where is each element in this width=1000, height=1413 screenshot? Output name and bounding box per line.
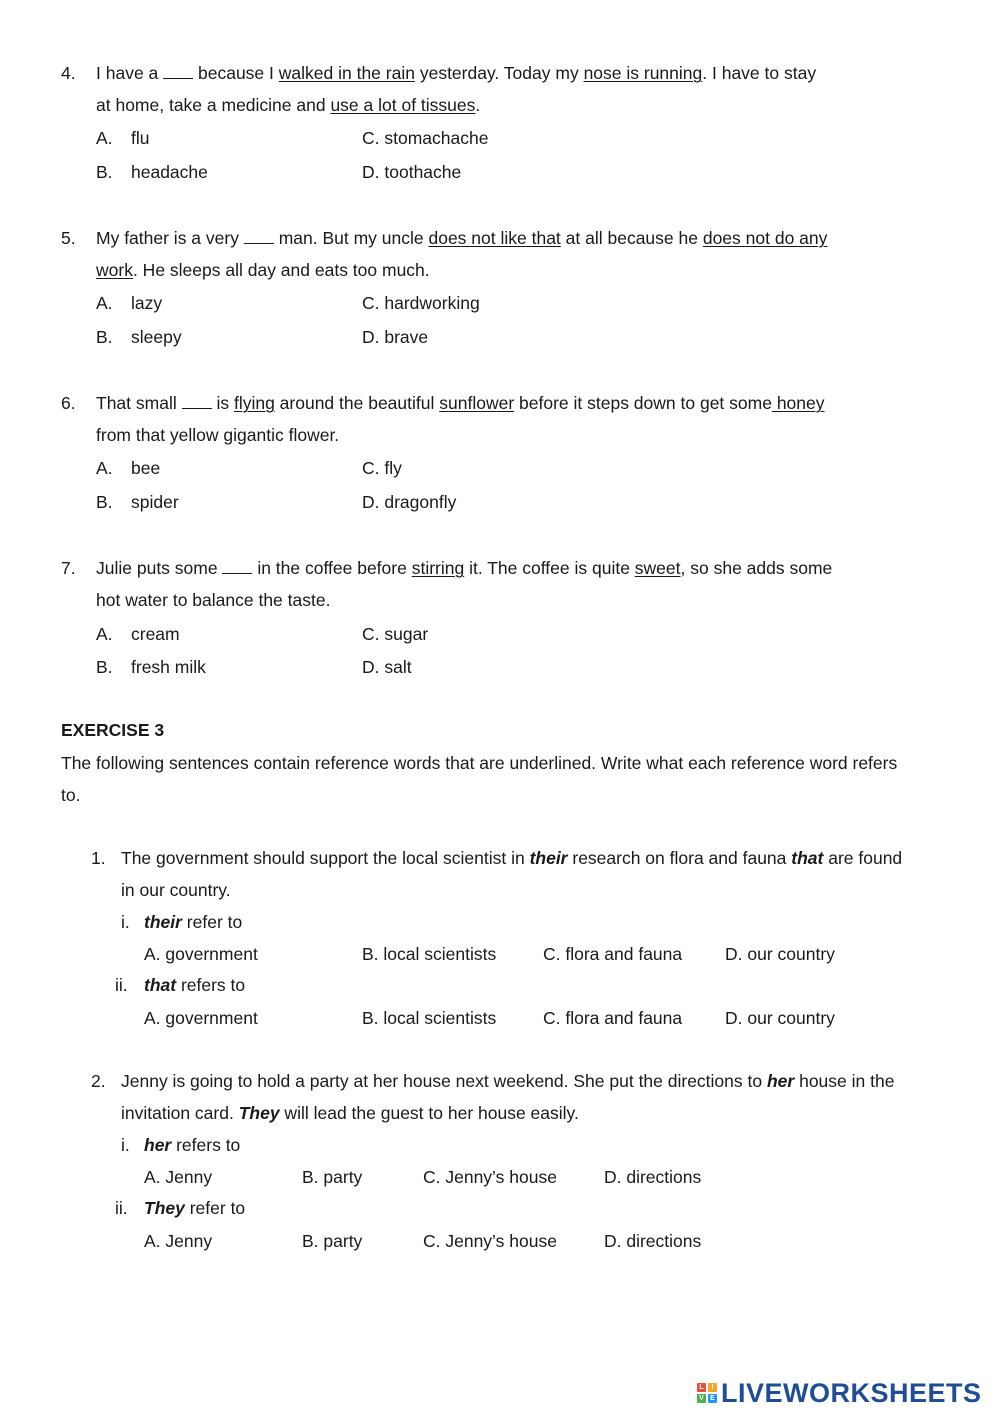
ex3-s2-i-prompt: her refers to bbox=[144, 1135, 241, 1155]
q6-number: 6. bbox=[61, 393, 76, 413]
ex3-s2-i-option-b[interactable]: B. party bbox=[302, 1167, 363, 1187]
q5-option-a[interactable]: A. lazy bbox=[96, 293, 163, 313]
ex3-s1-i-option-d[interactable]: D. our country bbox=[725, 944, 835, 964]
ex3-s1-number: 1. bbox=[91, 848, 106, 868]
q5-option-c[interactable]: C. hardworking bbox=[362, 293, 480, 313]
ex3-s1-line1: The government should support the local scientist in their research on flora and fauna that are found bbox=[121, 848, 903, 868]
q4-line2: at home, take a medicine and use a lot of tissues. bbox=[96, 95, 481, 115]
ex3-s2-line2: invitation card. They will lead the guest to her house easily. bbox=[121, 1103, 579, 1123]
q4-option-a[interactable]: A. flu bbox=[96, 128, 150, 148]
ex3-s1-ii-number: ii. bbox=[115, 975, 128, 995]
q7-number: 7. bbox=[61, 558, 76, 578]
ex3-s2-i-option-c[interactable]: C. Jenny’s house bbox=[423, 1167, 557, 1187]
ex3-s1-i-prompt: their refer to bbox=[144, 912, 243, 932]
ex3-s1-ii-prompt: that refers to bbox=[144, 975, 246, 995]
q7-option-c[interactable]: C. sugar bbox=[362, 624, 429, 644]
ex3-s2-number: 2. bbox=[91, 1071, 106, 1091]
logo-blocks-icon bbox=[697, 1383, 717, 1403]
q5-option-d[interactable]: D. brave bbox=[362, 327, 429, 347]
q7-option-b[interactable]: B. fresh milk bbox=[96, 657, 206, 677]
ex3-s1-i-option-c[interactable]: C. flora and fauna bbox=[543, 944, 683, 964]
q7-option-d[interactable]: D. salt bbox=[362, 657, 412, 677]
q6-option-c[interactable]: C. fly bbox=[362, 458, 402, 478]
liveworksheets-logo[interactable] bbox=[697, 1378, 982, 1408]
logo-block-2: I bbox=[708, 1383, 717, 1392]
q7-blank[interactable] bbox=[222, 561, 252, 574]
q5-blank[interactable] bbox=[244, 231, 274, 244]
q5-number: 5. bbox=[61, 228, 76, 248]
q4-blank[interactable] bbox=[163, 66, 193, 79]
ex3-s1-ii-option-a[interactable]: A. government bbox=[144, 1008, 258, 1028]
logo-block-4: E bbox=[708, 1394, 717, 1403]
q6-option-b[interactable]: B. spider bbox=[96, 492, 179, 512]
exercise3-title: EXERCISE 3 bbox=[61, 720, 165, 740]
ex3-s1-i-number: i. bbox=[121, 912, 130, 932]
ex3-s1-ii-option-b[interactable]: B. local scientists bbox=[362, 1008, 497, 1028]
q4-line1: I have a because I walked in the rain yesterday. Today my nose is running. I have to stay bbox=[96, 63, 817, 83]
logo-block-3: V bbox=[697, 1394, 706, 1403]
ex3-s2-i-option-d[interactable]: D. directions bbox=[604, 1167, 702, 1187]
ex3-s1-i-option-a[interactable]: A. government bbox=[144, 944, 258, 964]
ex3-s2-ii-number: ii. bbox=[115, 1198, 128, 1218]
q4-number: 4. bbox=[61, 63, 76, 83]
q6-line1: That small is flying around the beautiful sunflower before it steps down to get some honey bbox=[96, 393, 825, 413]
ex3-s2-line1: Jenny is going to hold a party at her house next weekend. She put the directions to her house in the bbox=[121, 1071, 895, 1091]
q4-option-b[interactable]: B. headache bbox=[96, 162, 208, 182]
q5-option-b[interactable]: B. sleepy bbox=[96, 327, 182, 347]
ex3-s2-ii-option-c[interactable]: C. Jenny’s house bbox=[423, 1231, 557, 1251]
exercise3-instruction-line1: The following sentences contain reference words that are underlined. Write what each reference word refers bbox=[61, 753, 898, 773]
q7-line2: hot water to balance the taste. bbox=[96, 590, 331, 610]
ex3-s1-ii-option-d[interactable]: D. our country bbox=[725, 1008, 835, 1028]
logo-text: LIVEWORKSHEETS bbox=[721, 1377, 982, 1408]
ex3-s2-ii-option-a[interactable]: A. Jenny bbox=[144, 1231, 213, 1251]
ex3-s1-i-option-b[interactable]: B. local scientists bbox=[362, 944, 497, 964]
q6-option-d[interactable]: D. dragonfly bbox=[362, 492, 457, 512]
logo-block-1: L bbox=[697, 1383, 706, 1392]
q6-blank[interactable] bbox=[182, 396, 212, 409]
exercise3-instruction-line2: to. bbox=[61, 785, 81, 805]
ex3-s2-ii-option-b[interactable]: B. party bbox=[302, 1231, 363, 1251]
q6-line2: from that yellow gigantic flower. bbox=[96, 425, 340, 445]
q7-line1: Julie puts some in the coffee before stirring it. The coffee is quite sweet, so she adds some bbox=[96, 558, 833, 578]
q6-option-a[interactable]: A. bee bbox=[96, 458, 161, 478]
ex3-s1-ii-option-c[interactable]: C. flora and fauna bbox=[543, 1008, 683, 1028]
ex3-s2-i-number: i. bbox=[121, 1135, 130, 1155]
q7-option-a[interactable]: A. cream bbox=[96, 624, 180, 644]
q4-option-c[interactable]: C. stomachache bbox=[362, 128, 489, 148]
q4-option-d[interactable]: D. toothache bbox=[362, 162, 462, 182]
ex3-s2-ii-prompt: They refer to bbox=[144, 1198, 246, 1218]
q5-line1: My father is a very man. But my uncle does not like that at all because he does not do any bbox=[96, 228, 828, 248]
q5-line2: work. He sleeps all day and eats too much. bbox=[96, 260, 430, 280]
ex3-s2-i-option-a[interactable]: A. Jenny bbox=[144, 1167, 213, 1187]
ex3-s2-ii-option-d[interactable]: D. directions bbox=[604, 1231, 702, 1251]
ex3-s1-line2: in our country. bbox=[121, 880, 231, 900]
